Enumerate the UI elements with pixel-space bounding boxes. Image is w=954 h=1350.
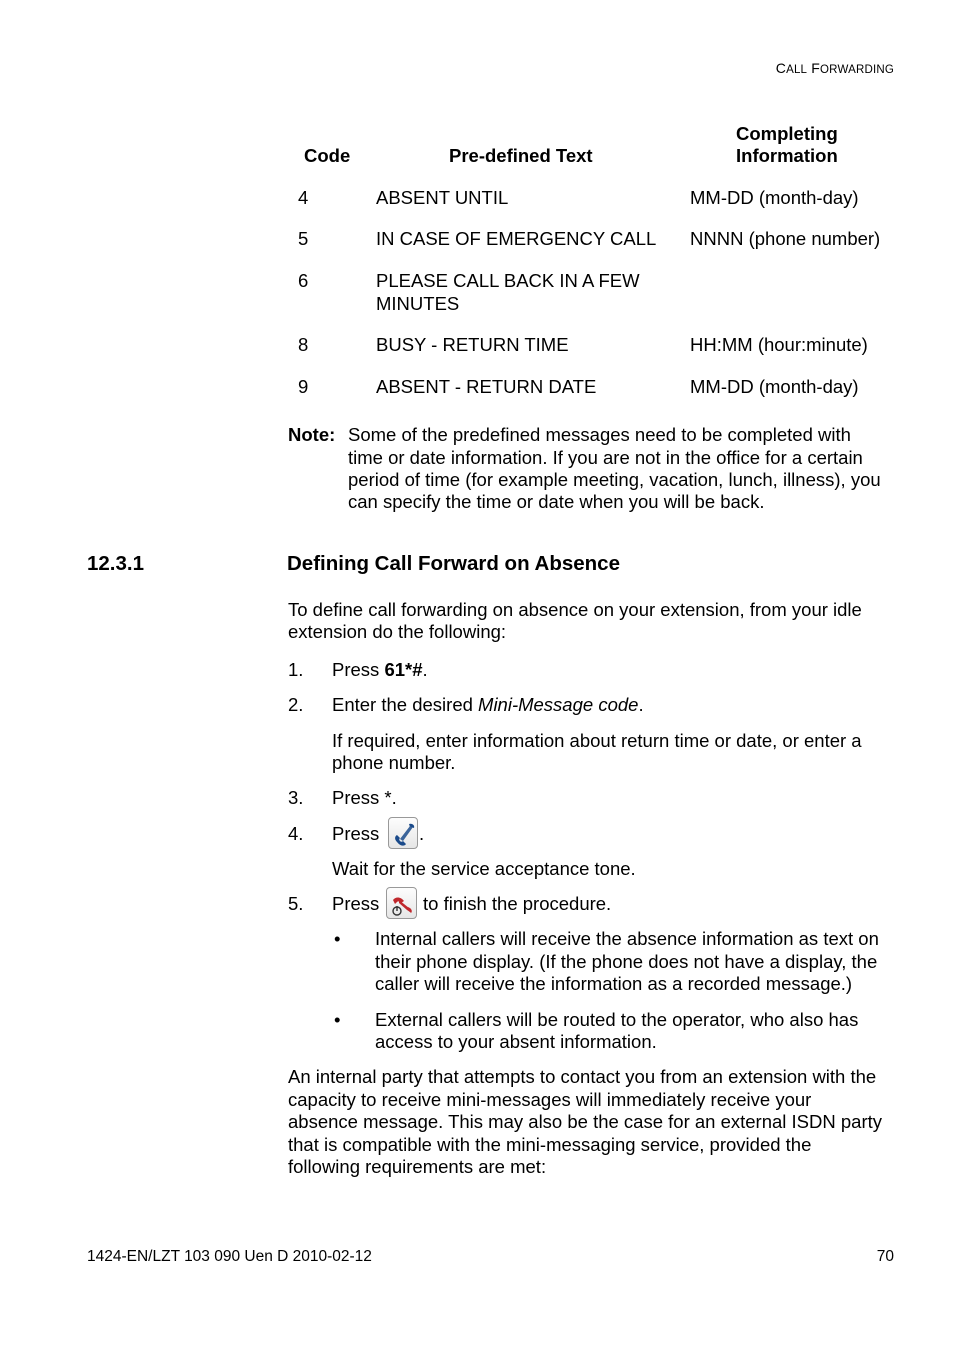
step-number: 5. [288,893,304,914]
step-4-note: Wait for the service acceptance tone. [332,858,636,879]
table-header-info-line2: Information [736,145,838,166]
header-cap-2: F [811,60,820,76]
header-rest-1: ALL [786,64,808,76]
step-2 [332,694,644,717]
table-cell-code: 9 [298,376,309,397]
step-text: . [638,694,644,715]
note-line: can specify the time or date when you will be back. [348,491,765,512]
step-text: . [422,659,428,680]
table-cell-text: IN CASE OF EMERGENCY CALL [376,228,657,249]
table-cell-info: NNNN (phone number) [690,228,881,249]
step-number: 1. [288,659,304,680]
intro-line: extension do the following: [288,621,507,642]
table-cell-code: 6 [298,270,309,291]
step-5-text: to finish the procedure. [423,893,612,914]
bullet-line: access to your absent information. [375,1031,657,1052]
footer-page-number: 70 [876,1248,894,1265]
table-header-text: Pre-defined Text [449,145,593,166]
running-header [776,57,894,82]
table-cell-text: ABSENT - RETURN DATE [376,376,597,397]
bullet-line: their phone display. (If the phone does not have a display, the [375,951,878,972]
table-cell-code: 4 [298,187,309,208]
step-number: 3. [288,787,304,808]
note-line: Some of the predefined messages need to be completed with [348,424,851,445]
table-cell-text: ABSENT UNTIL [376,187,509,208]
bullet-marker: • [334,928,341,949]
step-1 [332,659,428,682]
step-text: Press [332,659,385,680]
table-header-code: Code [304,145,351,166]
step-5-press: Press [332,893,380,914]
bullet-marker: • [334,1009,341,1030]
step-number: 4. [288,823,304,844]
table-cell-code: 8 [298,334,309,355]
handset-answer-icon [388,817,418,849]
closing-line: following requirements are met: [288,1156,547,1177]
note-line: period of time (for example meeting, vacation, lunch, illness), you [348,469,881,490]
table-cell-code: 5 [298,228,309,249]
bullet-line: External callers will be routed to the operator, who also has [375,1009,859,1030]
header-cap-1: C [775,60,787,76]
step-number: 2. [288,694,304,715]
header-rest-2: ORWARDING [820,64,894,76]
step-4 [332,823,379,846]
handset-hangup-icon [386,887,417,919]
section-number: 12.3.1 [87,552,144,575]
section-title: Defining Call Forward on Absence [287,552,620,575]
bullet-line: Internal callers will receive the absence information as text on [375,928,879,949]
step-code: 61*# [384,659,423,680]
step-3: Press *. [332,787,397,808]
intro-line: To define call forwarding on absence on your extension, from your idle [288,599,862,620]
footer-doc-id: 1424-EN/LZT 103 090 Uen D 2010-02-12 [87,1248,372,1265]
closing-line: capacity to receive mini-messages will immediately receive your [288,1089,812,1110]
closing-line: that is compatible with the mini-messaging service, provided the [288,1134,812,1155]
table-cell-text: BUSY - RETURN TIME [376,334,569,355]
table-cell-info: HH:MM (hour:minute) [690,334,868,355]
table-cell-info: MM-DD (month-day) [690,187,859,208]
step-2-note-line: phone number. [332,752,456,773]
step-4-period: . [419,823,425,844]
table-cell-text-line2: MINUTES [376,293,460,314]
note-line: time or date information. If you are not in the office for a certain [348,447,863,468]
step-text: Press [332,823,380,844]
step-text: Enter the desired [332,694,479,715]
table-cell-info: MM-DD (month-day) [690,376,859,397]
closing-line: absence message. This may also be the case for an external ISDN party [288,1111,883,1132]
bullet-line: caller will receive the information as a recorded message.) [375,973,853,994]
step-2-note-line: If required, enter information about return time or date, or enter a [332,730,862,751]
closing-line: An internal party that attempts to contact you from an extension with the [288,1066,877,1087]
table-header-info-line1: Completing [736,123,838,144]
step-term: Mini-Message code [478,694,639,715]
table-cell-text-line1: PLEASE CALL BACK IN A FEW [376,270,640,291]
note-label: Note: [288,424,336,445]
